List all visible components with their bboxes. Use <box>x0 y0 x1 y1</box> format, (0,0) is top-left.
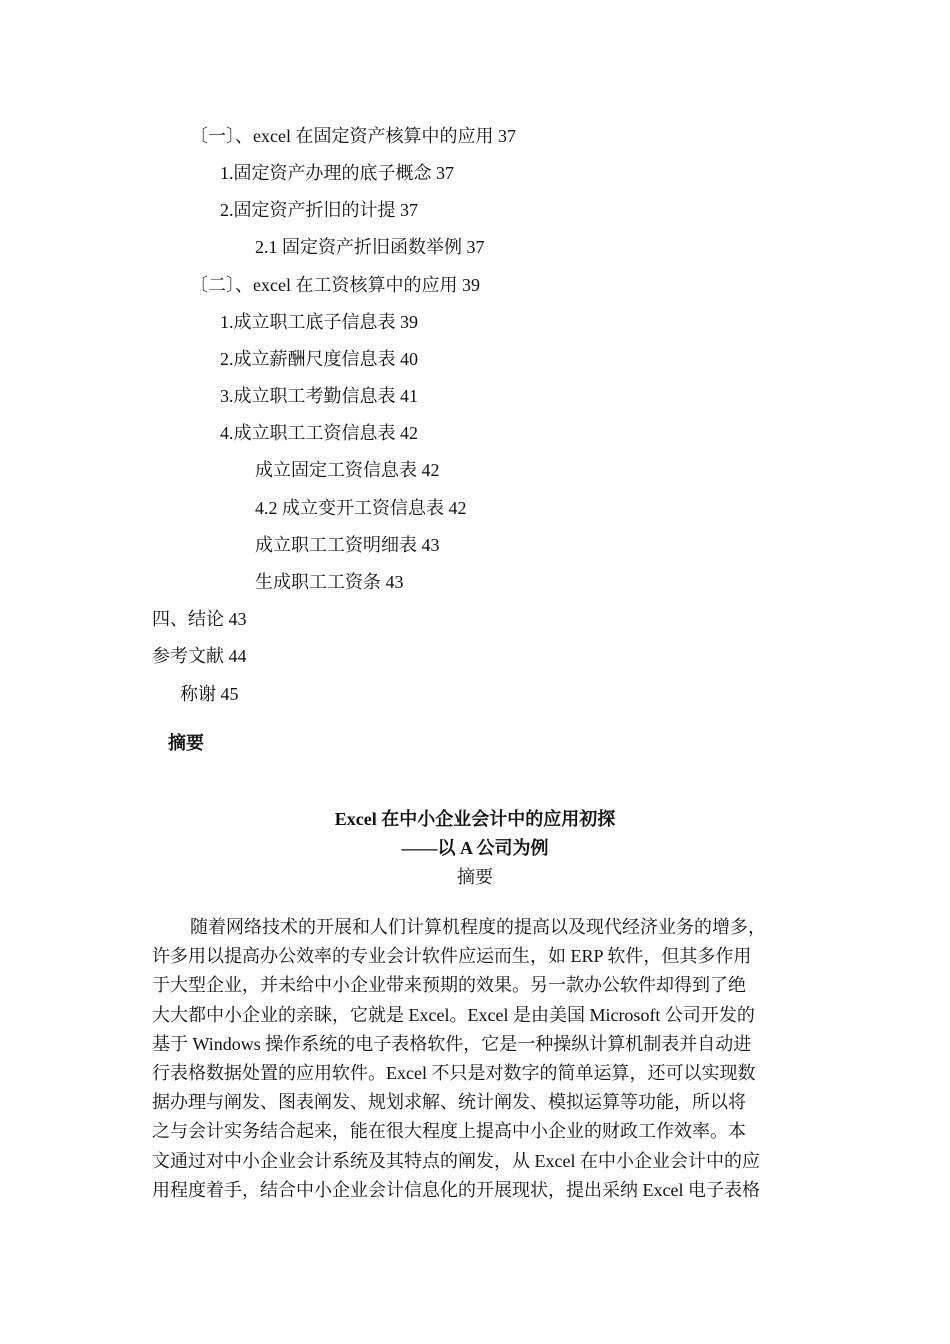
document-subtitle: ——以 A 公司为例 <box>401 838 549 858</box>
toc-item: 生成职工工资条 43 <box>255 572 404 592</box>
abstract-heading: 摘要 <box>168 733 204 753</box>
body-line: 行表格数据处置的应用软件。Excel 不只是对数字的简单运算，还可以实现数 <box>152 1062 756 1083</box>
toc-item: 成立职工工资明细表 43 <box>255 535 440 555</box>
toc-item: 四、结论 43 <box>152 609 247 629</box>
toc-item: 1.固定资产办理的底子概念 37 <box>220 163 454 183</box>
toc-item: 成立固定工资信息表 42 <box>255 460 440 480</box>
body-line: 据办理与阐发、图表阐发、规划求解、统计阐发、模拟运算等功能，所以将 <box>152 1092 746 1113</box>
body-line: 于大型企业，并未给中小企业带来预期的效果。另一款办公软件却得到了绝 <box>152 975 746 996</box>
toc-item: 〔一〕、excel 在固定资产核算中的应用 37 <box>190 126 516 146</box>
toc-item: 称谢 45 <box>180 684 239 704</box>
body-line: 大大都中小企业的亲睐，它就是 Excel。Excel 是由美国 Microsoft 公司开发的 <box>152 1004 755 1025</box>
document-title: Excel 在中小企业会计中的应用初探 <box>334 809 616 829</box>
body-line: 许多用以提高办公效率的专业会计软件应运而生，如 ERP 软件，但其多作用 <box>152 946 752 967</box>
body-line: 之与会计实务结合起来，能在很大程度上提高中小企业的财政工作效率。本 <box>152 1121 746 1142</box>
toc-item: 4.2 成立变开工资信息表 42 <box>255 498 467 518</box>
body-line: 文通过对中小企业会计系统及其特点的阐发，从 Excel 在中小企业会计中的应 <box>152 1150 760 1171</box>
toc-item: 参考文献 44 <box>152 646 247 666</box>
abstract-body <box>152 913 802 1205</box>
toc-item: 3.成立职工考勤信息表 41 <box>220 386 418 406</box>
toc-item: 2.固定资产折旧的计提 37 <box>220 200 418 220</box>
abstract-label: 摘要 <box>457 867 493 887</box>
body-line: 用程度着手，结合中小企业会计信息化的开展现状，提出采纳 Excel 电子表格 <box>152 1179 760 1200</box>
toc-item: 2.成立薪酬尺度信息表 40 <box>220 349 418 369</box>
toc-item: 1.成立职工底子信息表 39 <box>220 312 418 332</box>
body-line: 随着网络技术的开展和人们计算机程度的提高以及现代经济业务的增多， <box>190 917 766 937</box>
toc-item: 4.成立职工工资信息表 42 <box>220 423 418 443</box>
toc-item: 〔二〕、excel 在工资核算中的应用 39 <box>190 275 480 295</box>
toc-item: 2.1 固定资产折旧函数举例 37 <box>255 237 485 257</box>
body-line: 基于 Windows 操作系统的电子表格软件，它是一种操纵计算机制表并自动进 <box>152 1033 752 1054</box>
